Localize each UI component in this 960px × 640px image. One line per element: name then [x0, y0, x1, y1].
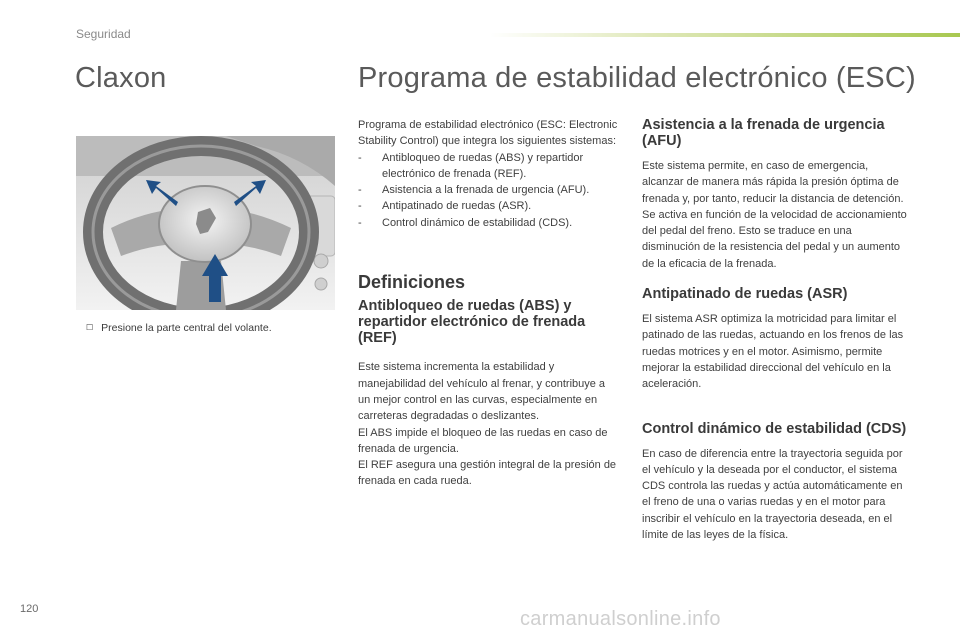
definitions-heading: Definiciones: [358, 272, 466, 293]
esc-systems-list: [358, 150, 620, 231]
claxon-instruction: [86, 322, 272, 334]
asr-paragraph: El sistema ASR optimiza la motricidad para limitar el patinado de las ruedas, actuando en los frenos de las ruedas motrices y en el motor. Asimismo, permite mejorar la estabilidad direccional del vehículo en la aceleración.: [642, 313, 904, 391]
square-bullet-icon: ☐: [86, 323, 94, 332]
claxon-title: Claxon: [75, 62, 167, 94]
cds-paragraph: En caso de diferencia entre la trayectoria seguida por el vehículo y la deseada por el conductor, el sistema CDS controla las ruedas y actúa automáticamente en el freno de una o varias ruedas y en el motor para inscribir el vehículo en la trayectoria deseada, en el límite de las leyes de la física.: [642, 447, 903, 542]
list-item: - Antipatinado de ruedas (ASR).: [358, 200, 532, 213]
page-number: 120: [20, 603, 39, 615]
section-label: Seguridad: [76, 27, 131, 41]
ref-paragraph: El REF asegura una gestión integral de la presión de frenada en cada rueda.: [358, 459, 617, 488]
header-rule: [490, 33, 960, 37]
steering-wheel-photo: [76, 136, 335, 310]
list-item: - Antibloqueo de ruedas (ABS) y repartidor electrónico de frenada (REF).: [358, 151, 584, 180]
afu-paragraph: Este sistema permite, en caso de emergencia, alcanzar de manera más rápida la presión óptima de frenada y, por tanto, reducir la distancia de detención.: [642, 160, 904, 205]
cds-heading: Control dinámico de estabilidad (CDS): [642, 420, 907, 437]
list-item: - Asistencia a la frenada de urgencia (AFU).: [358, 184, 590, 197]
esc-intro: Programa de estabilidad electrónico (ESC: Electronic Stability Control) que integra los siguientes sistemas:: [358, 119, 618, 148]
asr-heading: Antipatinado de ruedas (ASR): [642, 286, 848, 303]
list-item: - Control dinámico de estabilidad (CDS).: [358, 216, 573, 229]
esc-left-column: [358, 117, 620, 490]
afu-paragraph: Se activa en función de la velocidad de accionamiento del pedal del freno. Esto se traduce en una disminución de la resistencia del pedal y un aumento de la eficacia de la frenada.: [642, 208, 907, 270]
afu-heading: Asistencia a la frenada de urgencia (AFU): [642, 117, 885, 149]
esc-right-column: [642, 117, 910, 543]
abs-paragraph: Este sistema incrementa la estabilidad y manejabilidad del vehículo al frenar, y contribuye a un mejor control en las curvas, especialmente en carreteras degradadas o deslizantes.: [358, 361, 606, 423]
claxon-instruction-text: Presione la parte central del volante.: [101, 322, 272, 334]
abs-paragraph: El ABS impide el bloqueo de las ruedas en caso de frenada de urgencia.: [358, 426, 608, 455]
esc-title: Programa de estabilidad electrónico (ESC): [358, 62, 916, 94]
watermark: carmanualsonline.info: [520, 608, 721, 630]
abs-heading: Antibloqueo de ruedas (ABS) y repartidor electrónico de frenada (REF): [358, 298, 586, 347]
